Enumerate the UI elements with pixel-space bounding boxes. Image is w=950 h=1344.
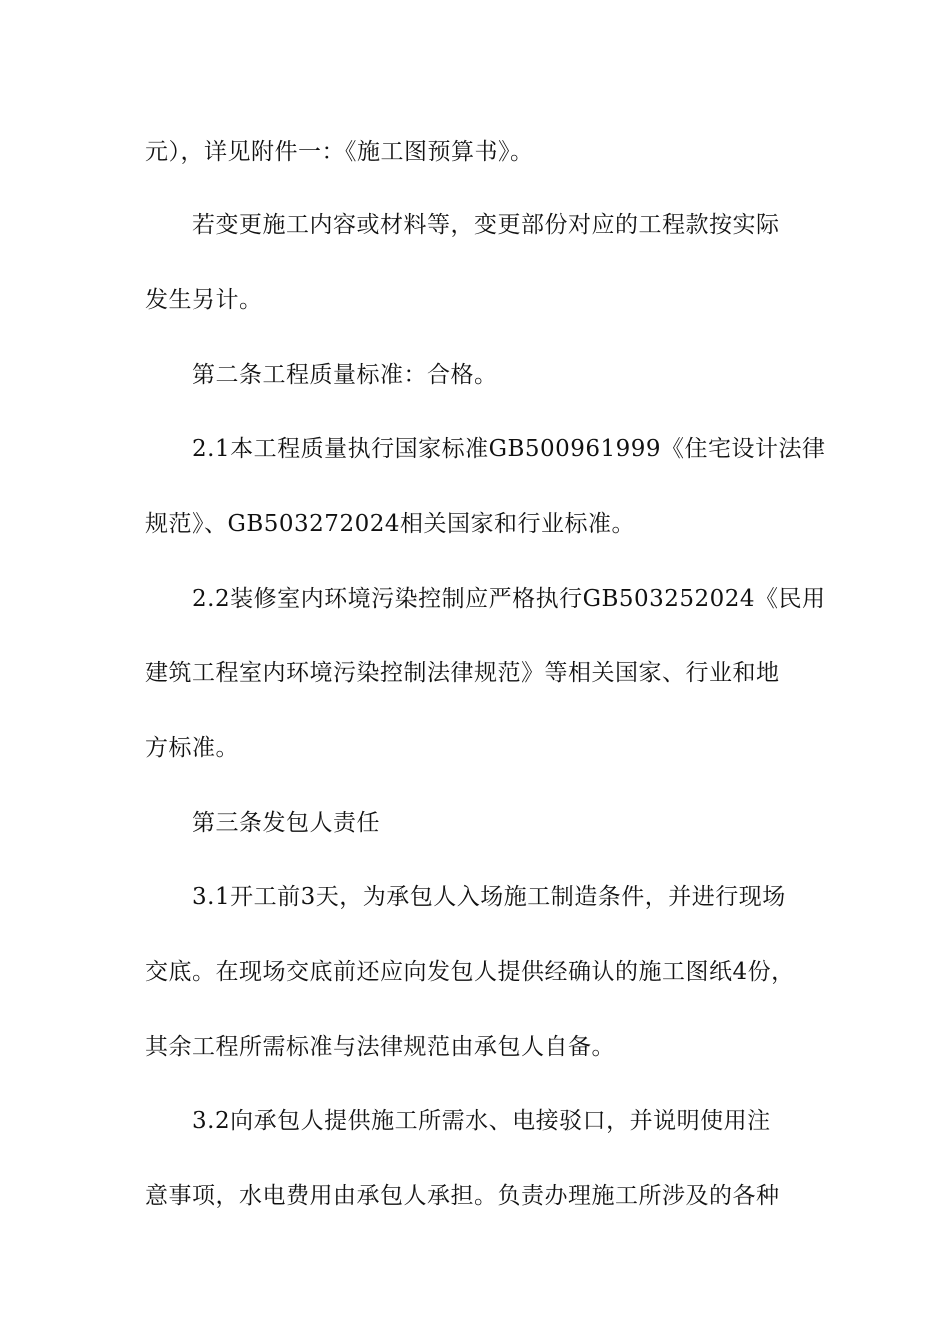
text-line: 规范》、GB503272024相关国家和行业标准。 [145, 511, 635, 537]
text-line: 若变更施工内容或材料等，变更部份对应的工程款按实际 [192, 212, 780, 238]
text-line: 3.1开工前3天，为承包人入场施工制造条件，并进行现场 [192, 884, 786, 910]
text-line: 元），详见附件一：《施工图预算书》。 [145, 139, 534, 165]
section-heading: 第二条工程质量标准：合格。 [192, 362, 498, 388]
text-line: 3.2向承包人提供施工所需水、电接驳口，并说明使用注 [192, 1108, 771, 1134]
section-heading: 第三条发包人责任 [192, 810, 380, 836]
text-line: 发生另计。 [145, 287, 263, 313]
text-line: 交底。在现场交底前还应向发包人提供经确认的施工图纸4份， [145, 959, 795, 985]
text-line: 其余工程所需标准与法律规范由承包人自备。 [145, 1034, 615, 1060]
text-line: 方标准。 [145, 735, 239, 761]
text-line: 2.2装修室内环境污染控制应严格执行GB503252024《民用 [192, 586, 826, 612]
text-line: 建筑工程室内环境污染控制法律规范》等相关国家、行业和地 [145, 660, 780, 686]
text-line: 意事项，水电费用由承包人承担。负责办理施工所涉及的各种 [145, 1183, 780, 1209]
text-line: 2.1本工程质量执行国家标准GB500961999《住宅设计法律 [192, 436, 826, 462]
